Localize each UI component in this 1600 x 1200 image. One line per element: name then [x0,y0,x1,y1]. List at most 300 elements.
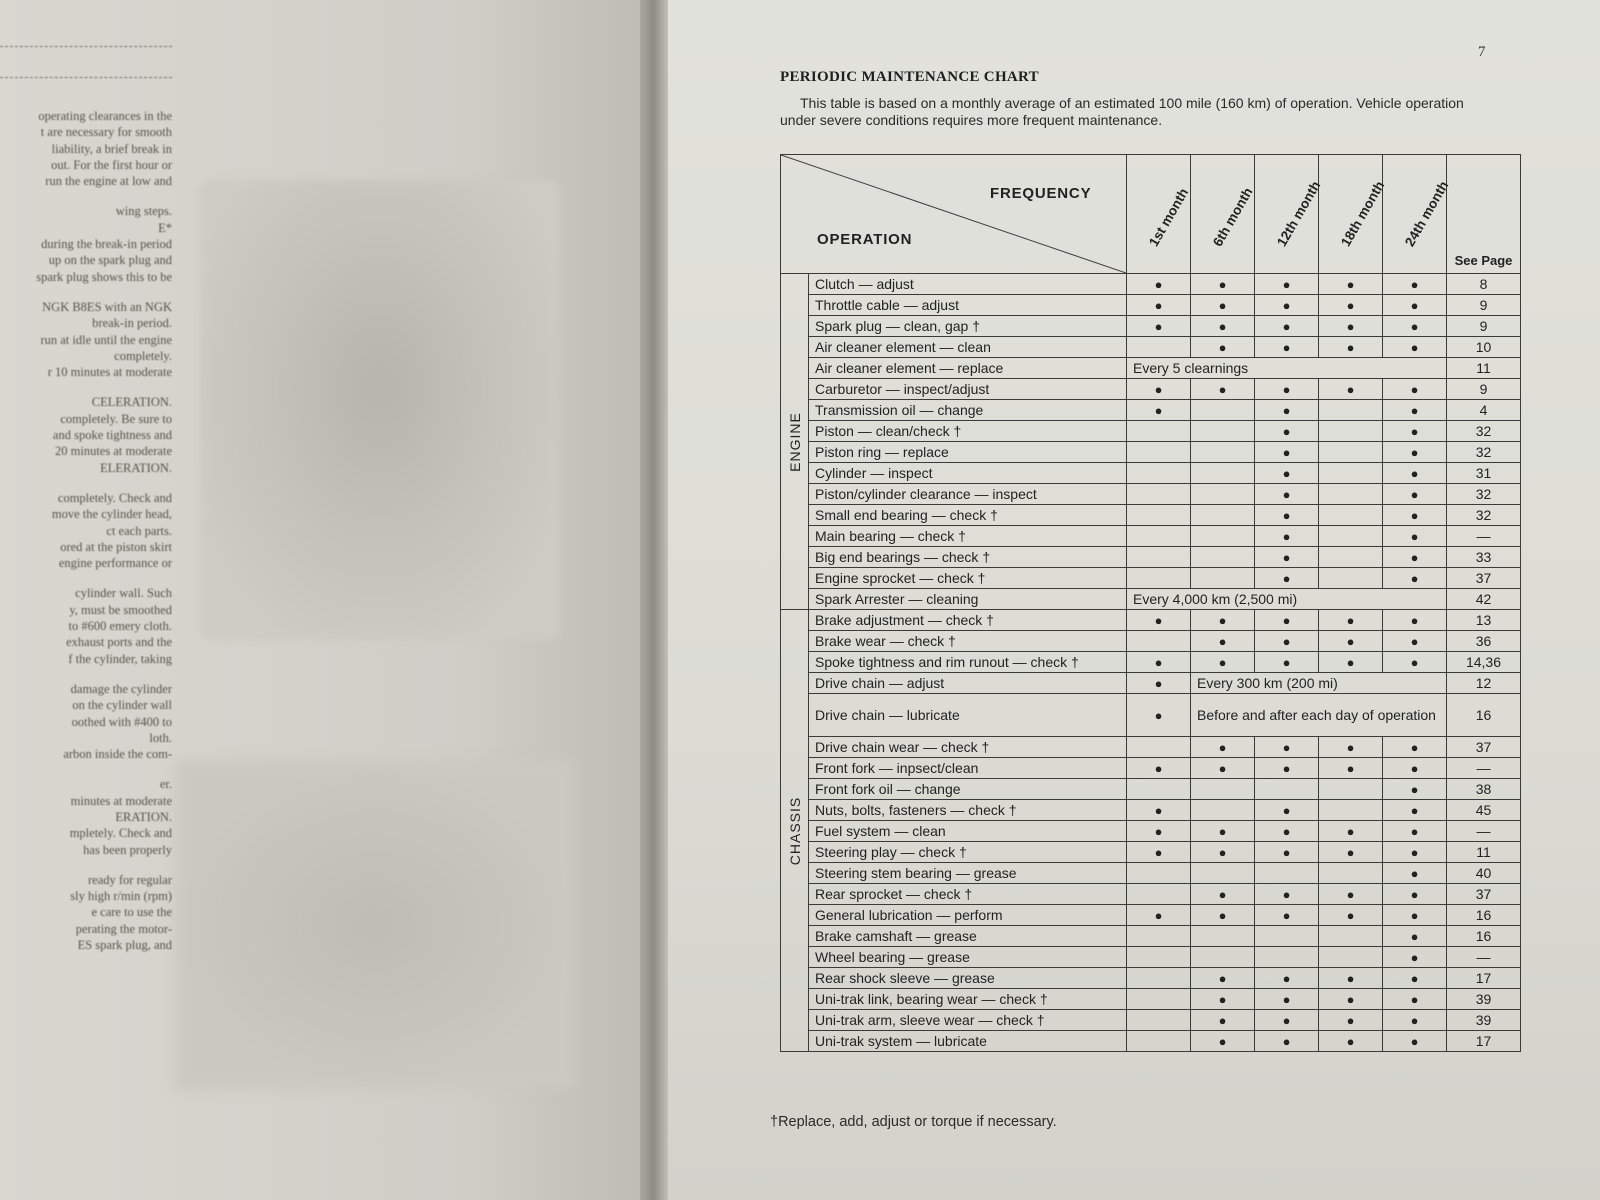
see-page-cell: — [1447,821,1521,842]
left-page-line: damage the cylinder [70,681,172,696]
frequency-dot: ● [1319,1031,1383,1052]
frequency-dot: ● [1191,652,1255,673]
see-page-cell: 42 [1447,589,1521,610]
left-page-line: during the break-in period [41,237,172,252]
table-row [781,926,1521,947]
frequency-dot: ● [1319,989,1383,1010]
maintenance-table [780,154,1521,1052]
frequency-dot: ● [1191,758,1255,779]
see-page-cell: 32 [1447,505,1521,526]
frequency-dot: ● [1383,442,1447,463]
frequency-label: FREQUENCY [990,185,1092,202]
see-page-cell: 10 [1447,337,1521,358]
left-page-line: arbon inside the com- [63,747,172,762]
left-page-line: ELERATION. [100,460,172,475]
left-page-line: ES spark plug, and [77,938,172,953]
see-page-cell: 39 [1447,1010,1521,1031]
frequency-dot [1319,926,1383,947]
left-page-line: oothed with #400 to [71,714,172,729]
frequency-dot: ● [1383,737,1447,758]
frequency-dot [1191,800,1255,821]
frequency-dot: ● [1383,547,1447,568]
left-page-line: ct each parts. [106,523,172,538]
frequency-dot: ● [1127,800,1191,821]
table-row [781,884,1521,905]
table-row [781,1010,1521,1031]
group-label: CHASSIS [786,796,803,865]
frequency-dot [1127,737,1191,758]
frequency-dot [1319,547,1383,568]
frequency-dot [1127,947,1191,968]
frequency-dot [1191,421,1255,442]
see-page-cell: 16 [1447,926,1521,947]
frequency-dot: ● [1383,505,1447,526]
left-page-line: CELERATION. [91,395,172,410]
frequency-dot: ● [1383,905,1447,926]
left-page-line: loth. [149,730,172,745]
left-page-line: completely. Check and [57,490,172,505]
operation-cell: Drive chain — adjust [809,673,1127,694]
operation-cell: Uni-trak system — lubricate [809,1031,1127,1052]
left-page-line: er. [159,777,172,792]
frequency-dot: ● [1191,316,1255,337]
left-page-line: e care to use the [91,905,172,920]
frequency-dot: ● [1383,1031,1447,1052]
frequency-dot: ● [1319,821,1383,842]
group-label: ENGINE [786,411,803,472]
frequency-dot: ● [1383,631,1447,652]
frequency-dot: ● [1319,758,1383,779]
frequency-dot [1127,526,1191,547]
frequency-dot: ● [1191,610,1255,631]
frequency-dot: ● [1255,484,1319,505]
frequency-dot [1319,526,1383,547]
table-row [781,568,1521,589]
frequency-dot [1319,442,1383,463]
operation-cell: Spoke tightness and rim runout — check † [809,652,1127,673]
frequency-dot: ● [1255,968,1319,989]
frequency-dot: ● [1255,905,1319,926]
see-page-cell: 14,36 [1447,652,1521,673]
table-row [781,442,1521,463]
frequency-dot [1191,400,1255,421]
frequency-dot: ● [1127,758,1191,779]
frequency-dot: ● [1127,316,1191,337]
footnote: †Replace, add, adjust or torque if necessary. [770,1114,1057,1130]
frequency-dot [1191,442,1255,463]
frequency-dot: ● [1255,337,1319,358]
table-row [781,316,1521,337]
frequency-dot [1127,337,1191,358]
table-row [781,1031,1521,1052]
interval-note: Every 300 km (200 mi) [1191,673,1447,694]
frequency-dot: ● [1255,758,1319,779]
table-row [781,421,1521,442]
see-page-cell: — [1447,758,1521,779]
frequency-dot: ● [1127,400,1191,421]
table-row [781,737,1521,758]
left-page-line: ored at the piston skirt [60,539,172,554]
frequency-dot: ● [1255,442,1319,463]
table-row [781,968,1521,989]
frequency-dot: ● [1383,800,1447,821]
frequency-dot [1127,421,1191,442]
frequency-dot: ● [1255,652,1319,673]
see-page-header: See Page [1447,155,1521,274]
left-page-line: has been properly [83,842,172,857]
frequency-dot [1191,463,1255,484]
frequency-dot: ● [1127,610,1191,631]
frequency-dot: ● [1255,610,1319,631]
frequency-dot: ● [1383,821,1447,842]
operation-label: OPERATION [817,231,913,248]
left-page-line: liability, a brief break in [51,141,172,156]
operation-cell: Wheel bearing — grease [809,947,1127,968]
left-page-line: spark plug shows this to be [36,269,172,284]
left-page-rule [0,77,172,78]
operation-cell: Drive chain wear — check † [809,737,1127,758]
table-row [781,652,1521,673]
see-page-cell: 17 [1447,1031,1521,1052]
frequency-dot: ● [1319,274,1383,295]
left-page-line: perating the motor- [75,921,172,936]
frequency-dot: ● [1255,821,1319,842]
operation-cell: Engine sprocket — check † [809,568,1127,589]
page-number: 7 [1478,44,1486,60]
interval-note: Every 4,000 km (2,500 mi) [1127,589,1447,610]
frequency-dot: ● [1319,337,1383,358]
frequency-dot [1127,463,1191,484]
see-page-cell: 8 [1447,274,1521,295]
see-page-cell: 11 [1447,358,1521,379]
see-page-cell: — [1447,526,1521,547]
table-row [781,947,1521,968]
left-page-rule [0,46,172,47]
frequency-dot [1191,568,1255,589]
frequency-dot [1319,863,1383,884]
group-cell-engine [781,274,809,610]
see-page-cell: 32 [1447,421,1521,442]
frequency-dot: ● [1383,463,1447,484]
frequency-dot [1127,968,1191,989]
frequency-dot: ● [1383,863,1447,884]
frequency-dot: ● [1191,884,1255,905]
frequency-dot: ● [1255,421,1319,442]
frequency-dot: ● [1383,779,1447,800]
frequency-dot: ● [1255,274,1319,295]
operation-cell: Spark Arrester — cleaning [809,589,1127,610]
table-row [781,779,1521,800]
month-label: 12th month [1273,178,1323,249]
left-page-line: run at idle until the engine [40,332,172,347]
operation-cell: Piston/cylinder clearance — inspect [809,484,1127,505]
frequency-dot [1191,484,1255,505]
frequency-dot: ● [1127,379,1191,400]
frequency-dot: ● [1255,568,1319,589]
frequency-dot: ● [1255,884,1319,905]
left-page-line: mpletely. Check and [69,826,172,841]
frequency-dot: ● [1319,1010,1383,1031]
frequency-dot [1191,505,1255,526]
frequency-dot: ● [1255,463,1319,484]
page-title: PERIODIC MAINTENANCE CHART [780,69,1039,85]
frequency-dot: ● [1127,274,1191,295]
left-page-line: run the engine at low and [45,174,172,189]
frequency-dot: ● [1191,274,1255,295]
operation-cell: Front fork oil — change [809,779,1127,800]
left-page-line: ready for regular [88,872,172,887]
frequency-dot: ● [1383,400,1447,421]
table-row [781,842,1521,863]
left-page-line: cylinder wall. Such [75,586,172,601]
operation-cell: Steering stem bearing — grease [809,863,1127,884]
frequency-dot: ● [1319,652,1383,673]
left-page-line: operating clearances in the [38,109,172,123]
operation-cell: Air cleaner element — clean [809,337,1127,358]
frequency-dot [1319,800,1383,821]
see-page-cell: 33 [1447,547,1521,568]
table-row [781,379,1521,400]
left-page-line: out. For the first hour or [51,157,172,172]
table-row [781,274,1521,295]
table-row [781,610,1521,631]
month-header-1 [1127,155,1191,274]
frequency-dot [1127,631,1191,652]
left-page-line: minutes at moderate [70,793,172,808]
frequency-dot [1191,926,1255,947]
frequency-dot: ● [1191,1031,1255,1052]
frequency-dot [1191,547,1255,568]
table-row [781,800,1521,821]
frequency-dot: ● [1319,316,1383,337]
frequency-dot: ● [1255,400,1319,421]
operation-cell: Cylinder — inspect [809,463,1127,484]
frequency-dot: ● [1383,421,1447,442]
frequency-dot: ● [1255,316,1319,337]
header-diagonal-line [781,155,1126,273]
operation-cell: Rear sprocket — check † [809,884,1127,905]
frequency-dot: ● [1255,547,1319,568]
see-page-cell: 9 [1447,295,1521,316]
table-row [781,989,1521,1010]
left-page-line: NGK B8ES with an NGK [42,299,172,314]
frequency-dot: ● [1319,295,1383,316]
frequency-dot [1319,505,1383,526]
right-page [668,0,1600,1200]
frequency-dot [1319,779,1383,800]
table-row [781,484,1521,505]
frequency-dot [1255,947,1319,968]
frequency-dot: ● [1191,737,1255,758]
operation-cell: Throttle cable — adjust [809,295,1127,316]
frequency-dot: ● [1191,842,1255,863]
left-page-line: wing steps. [115,204,172,219]
operation-cell: Brake camshaft — grease [809,926,1127,947]
frequency-dot: ● [1383,842,1447,863]
frequency-dot: ● [1383,947,1447,968]
see-page-cell: 11 [1447,842,1521,863]
operation-cell: Uni-trak link, bearing wear — check † [809,989,1127,1010]
see-page-cell: 17 [1447,968,1521,989]
frequency-dot [1127,863,1191,884]
see-page-cell: — [1447,947,1521,968]
table-row [781,758,1521,779]
frequency-dot: ● [1191,631,1255,652]
frequency-dot: ● [1383,968,1447,989]
left-page-text-column [0,40,172,967]
see-page-cell: 12 [1447,673,1521,694]
maintenance-table-wrapper [780,154,1520,1052]
header-frequency-operation [781,155,1127,274]
frequency-dot [1127,505,1191,526]
operation-cell: Steering play — check † [809,842,1127,863]
left-page-line: exhaust ports and the [66,635,172,650]
table-row [781,400,1521,421]
see-page-cell: 37 [1447,737,1521,758]
frequency-dot [1319,421,1383,442]
month-header-24 [1383,155,1451,274]
frequency-dot: ● [1255,505,1319,526]
table-row [781,863,1521,884]
left-page-line: E* [158,220,172,235]
frequency-dot [1191,947,1255,968]
month-label: 6th month [1209,184,1256,249]
group-cell-chassis [781,610,809,1052]
frequency-dot: ● [1127,295,1191,316]
frequency-dot [1255,863,1319,884]
frequency-dot [1319,463,1383,484]
frequency-dot [1127,547,1191,568]
frequency-dot: ● [1319,968,1383,989]
left-page-line: ERATION. [115,809,172,824]
see-page-cell: 4 [1447,400,1521,421]
frequency-dot: ● [1383,1010,1447,1031]
table-row [781,337,1521,358]
see-page-cell: 32 [1447,484,1521,505]
see-page-cell: 13 [1447,610,1521,631]
frequency-dot: ● [1383,526,1447,547]
frequency-dot: ● [1383,484,1447,505]
left-page-line: f the cylinder, taking [68,651,172,666]
see-page-cell: 40 [1447,863,1521,884]
see-page-cell: 36 [1447,631,1521,652]
frequency-dot: ● [1127,821,1191,842]
frequency-dot: ● [1255,800,1319,821]
frequency-dot [1127,926,1191,947]
see-page-cell: 37 [1447,884,1521,905]
table-row [781,295,1521,316]
frequency-dot [1319,400,1383,421]
table-row [781,358,1521,379]
left-page-line: 20 minutes at moderate [55,444,172,459]
operation-cell: Carburetor — inspect/adjust [809,379,1127,400]
frequency-dot: ● [1127,694,1191,737]
frequency-dot: ● [1191,295,1255,316]
left-page-photo-lower [175,760,575,1090]
operation-cell: Drive chain — lubricate [809,694,1127,737]
frequency-dot: ● [1255,1010,1319,1031]
frequency-dot [1127,1031,1191,1052]
frequency-dot: ● [1383,274,1447,295]
left-page-line: break-in period. [92,316,172,331]
maintenance-table-body [781,274,1521,1052]
operation-cell: Transmission oil — change [809,400,1127,421]
frequency-dot: ● [1383,610,1447,631]
table-row [781,905,1521,926]
operation-cell: General lubrication — perform [809,905,1127,926]
frequency-dot: ● [1319,884,1383,905]
frequency-dot: ● [1191,905,1255,926]
see-page-cell: 16 [1447,694,1521,737]
frequency-dot: ● [1319,737,1383,758]
frequency-dot [1255,779,1319,800]
operation-cell: Big end bearings — check † [809,547,1127,568]
left-page-line: to #600 emery cloth. [68,619,172,634]
operation-cell: Air cleaner element — replace [809,358,1127,379]
frequency-dot [1191,779,1255,800]
frequency-dot: ● [1319,842,1383,863]
table-row [781,463,1521,484]
frequency-dot: ● [1191,337,1255,358]
table-row [781,821,1521,842]
frequency-dot: ● [1191,1010,1255,1031]
frequency-dot: ● [1319,631,1383,652]
left-page [0,0,655,1200]
table-row [781,631,1521,652]
month-header-18 [1319,155,1387,274]
left-page-line: up on the spark plug and [48,253,172,268]
frequency-dot: ● [1127,652,1191,673]
operation-cell: Piston ring — replace [809,442,1127,463]
interval-note: Every 5 clearnings [1127,358,1447,379]
operation-cell: Brake wear — check † [809,631,1127,652]
see-page-cell: 45 [1447,800,1521,821]
frequency-dot [1127,442,1191,463]
left-page-photo [200,180,560,640]
operation-cell: Piston — clean/check † [809,421,1127,442]
frequency-dot [1127,484,1191,505]
frequency-dot: ● [1255,295,1319,316]
frequency-dot: ● [1383,758,1447,779]
month-label: 18th month [1337,178,1387,249]
left-page-line: t are necessary for smooth [40,125,172,140]
frequency-dot [1191,526,1255,547]
frequency-dot: ● [1127,905,1191,926]
frequency-dot [1319,568,1383,589]
frequency-dot: ● [1383,568,1447,589]
month-label: 1st month [1145,185,1191,249]
operation-cell: Uni-trak arm, sleeve wear — check † [809,1010,1127,1031]
book-spine [640,0,670,1200]
frequency-dot: ● [1319,905,1383,926]
left-page-line: sly high r/min (rpm) [70,889,172,904]
frequency-dot: ● [1383,652,1447,673]
operation-cell: Small end bearing — check † [809,505,1127,526]
see-page-cell: 9 [1447,379,1521,400]
left-page-line: move the cylinder head, [51,507,172,522]
table-header-row [781,155,1521,274]
frequency-dot: ● [1319,379,1383,400]
left-page-line: completely. [114,348,172,363]
frequency-dot [1255,926,1319,947]
operation-cell: Spark plug — clean, gap † [809,316,1127,337]
frequency-dot: ● [1319,610,1383,631]
see-page-cell: 39 [1447,989,1521,1010]
frequency-dot: ● [1383,926,1447,947]
frequency-dot: ● [1383,884,1447,905]
frequency-dot: ● [1191,968,1255,989]
frequency-dot: ● [1191,821,1255,842]
